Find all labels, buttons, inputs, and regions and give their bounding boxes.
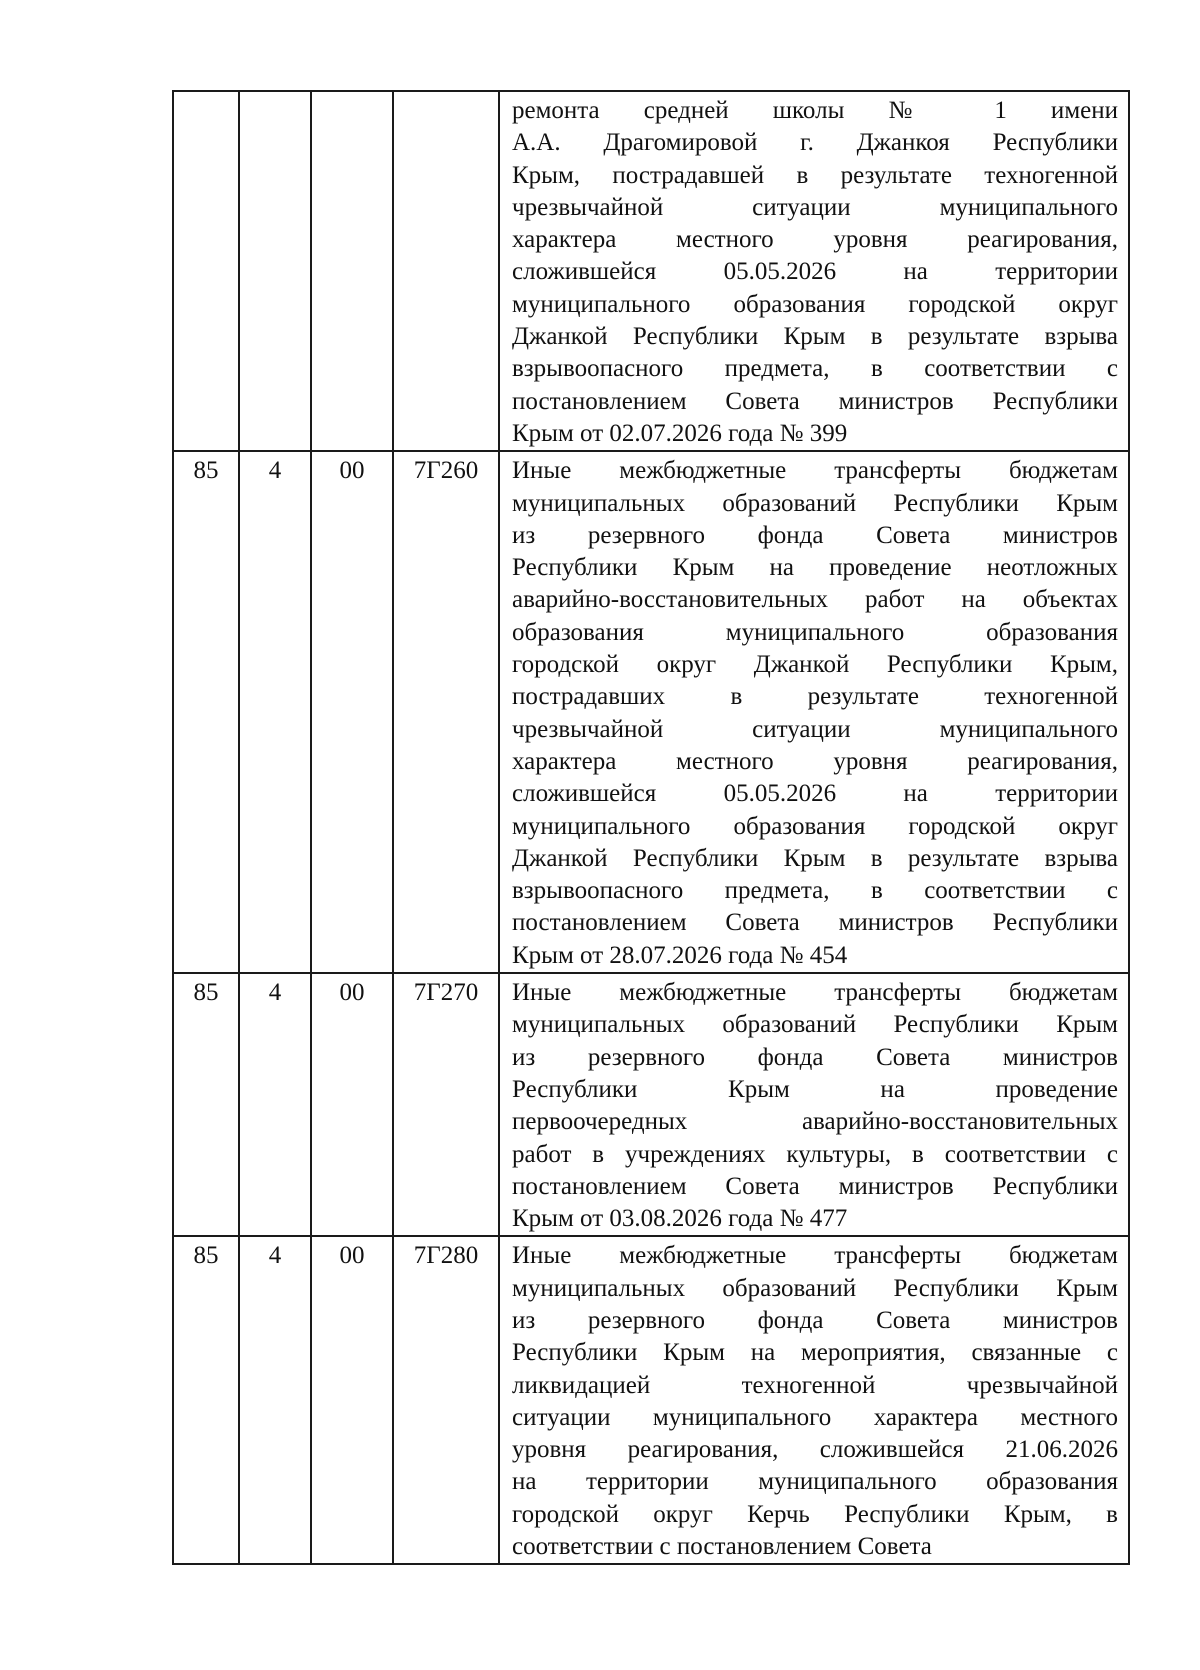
description-line: образования муниципального образования <box>512 618 1118 646</box>
description-line: на территории муниципального образования <box>512 1468 1118 1496</box>
description-line: аварийно-восстановительных работ на объектах <box>512 586 1118 614</box>
table-row <box>173 451 1129 973</box>
direction-code-cell: 7Г260 <box>393 451 499 973</box>
description-line: Республики Крым на проведение <box>512 1075 1118 1103</box>
description-line: муниципальных образований Республики Крым <box>512 1011 1118 1039</box>
direction-code-cell <box>393 91 499 451</box>
description-line: работ в учреждениях культуры, в соответствии с <box>512 1140 1118 1168</box>
subsection-code-cell: 4 <box>239 973 311 1236</box>
budget-table <box>172 90 1130 1565</box>
description-line: муниципального образования городской округ <box>512 812 1118 840</box>
description-line: муниципальных образований Республики Крым <box>512 1274 1118 1302</box>
description-line: уровня реагирования, сложившейся 21.06.2026 <box>512 1436 1118 1464</box>
description-line: Иные межбюджетные трансферты бюджетам <box>512 979 1118 1007</box>
description-line: муниципальных образований Республики Крым <box>512 489 1118 517</box>
description-line: характера местного уровня реагирования, <box>512 747 1118 775</box>
description-line: соответствии с постановлением Совета <box>512 1533 932 1561</box>
direction-code-cell: 7Г270 <box>393 973 499 1236</box>
subsection-code-cell <box>239 91 311 451</box>
description-line: пострадавших в результате техногенной <box>512 683 1118 711</box>
budget-table-body <box>173 91 1129 1564</box>
section-code-cell: 85 <box>173 451 239 973</box>
description-line: Крым от 28.07.2026 года № 454 <box>512 941 848 969</box>
direction-code-cell: 7Г280 <box>393 1236 499 1564</box>
description-line: чрезвычайной ситуации муниципального <box>512 193 1118 221</box>
description-cell <box>499 451 1129 973</box>
program-code-cell: 00 <box>311 973 393 1236</box>
description-line: характера местного уровня реагирования, <box>512 226 1118 254</box>
table-row <box>173 1236 1129 1564</box>
program-code-cell <box>311 91 393 451</box>
description-line: сложившейся 05.05.2026 на территории <box>512 258 1118 286</box>
section-code-cell <box>173 91 239 451</box>
description-line: взрывоопасного предмета, в соответствии с <box>512 877 1118 905</box>
description-line: чрезвычайной ситуации муниципального <box>512 715 1118 743</box>
description-line: муниципального образования городской округ <box>512 290 1118 318</box>
description-line: городской округ Керчь Республики Крым, в <box>512 1500 1118 1528</box>
description-line: Джанкой Республики Крым в результате взрыва <box>512 844 1118 872</box>
description-line: А.А. Драгомировой г. Джанкоя Республики <box>512 129 1118 157</box>
description-line: ликвидацией техногенной чрезвычайной <box>512 1371 1118 1399</box>
description-line: из резервного фонда Совета министров <box>512 1306 1118 1334</box>
description-line: Республики Крым на проведение неотложных <box>512 554 1118 582</box>
description-line: Крым от 02.07.2026 года № 399 <box>512 419 848 447</box>
program-code-cell: 00 <box>311 451 393 973</box>
description-line: из резервного фонда Совета министров <box>512 521 1118 549</box>
description-line: из резервного фонда Совета министров <box>512 1043 1118 1071</box>
description-line: ремонта средней школы № 1 имени <box>512 97 1118 124</box>
subsection-code-cell: 4 <box>239 451 311 973</box>
description-line: Иные межбюджетные трансферты бюджетам <box>512 1242 1118 1270</box>
section-code-cell: 85 <box>173 1236 239 1564</box>
description-cell <box>499 973 1129 1236</box>
description-line: Крым от 03.08.2026 года № 477 <box>512 1205 848 1233</box>
description-line: Крым, пострадавшей в результате техногенной <box>512 161 1118 189</box>
section-code-cell: 85 <box>173 973 239 1236</box>
description-line: постановлением Совета министров Республики <box>512 1172 1118 1200</box>
description-line: постановлением Совета министров Республики <box>512 909 1118 937</box>
description-line: Джанкой Республики Крым в результате взрыва <box>512 323 1118 351</box>
description-line: Республики Крым на мероприятия, связанные с <box>512 1339 1118 1367</box>
description-line: Иные межбюджетные трансферты бюджетам <box>512 457 1118 485</box>
description-line: взрывоопасного предмета, в соответствии с <box>512 355 1118 383</box>
table-row <box>173 973 1129 1236</box>
description-cell <box>499 1236 1129 1564</box>
description-line: сложившейся 05.05.2026 на территории <box>512 780 1118 808</box>
description-line: ситуации муниципального характера местного <box>512 1403 1118 1431</box>
subsection-code-cell: 4 <box>239 1236 311 1564</box>
description-line: первоочередных аварийно-восстановительных <box>512 1108 1118 1136</box>
description-line: постановлением Совета министров Республики <box>512 387 1118 415</box>
description-line: городской округ Джанкой Республики Крым, <box>512 651 1118 679</box>
description-cell <box>499 91 1129 451</box>
table-row <box>173 91 1129 451</box>
program-code-cell: 00 <box>311 1236 393 1564</box>
